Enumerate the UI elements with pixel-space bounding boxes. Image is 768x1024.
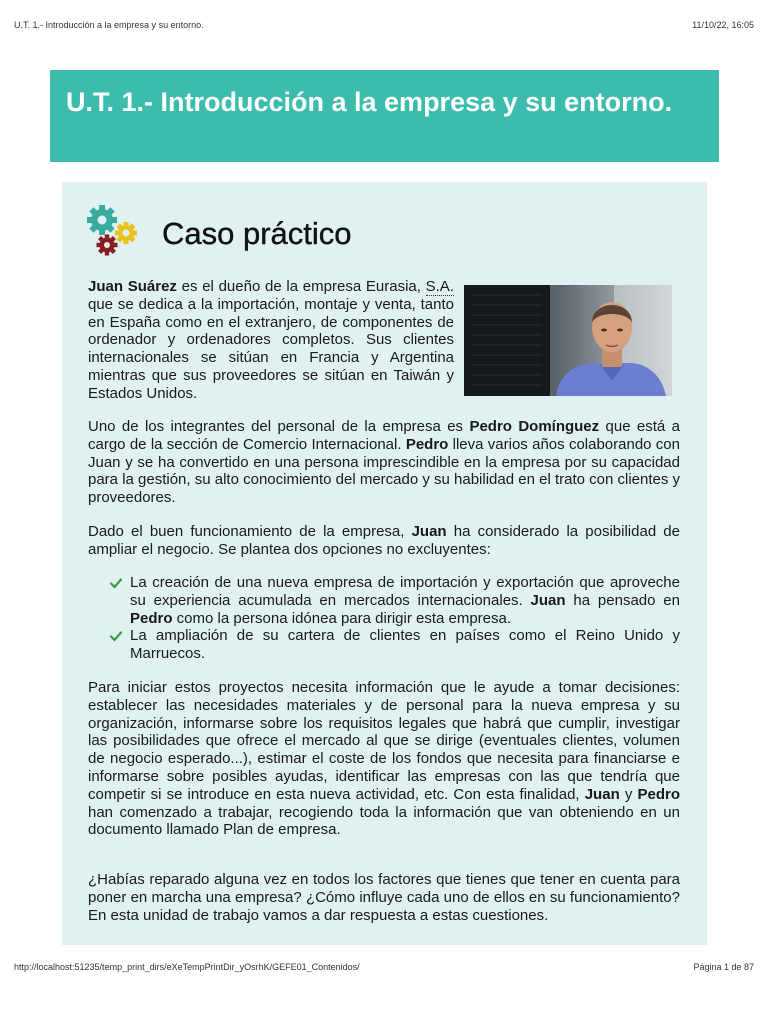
print-header-date: 11/10/22, 16:05: [692, 20, 754, 30]
business-plan-paragraph: Para iniciar estos proyectos necesita información que le ayude a tomar decisiones: establecer las necesidades materiales y de personal para la nueva empresa y su organización, informarse sobre los requisitos legales que habrá que cumplir, investigar las posibilidades que ofrece el mercado al que se dirige (eventuales clientes, volumen de negocio esperado...), estimar el coste de los fondos que necesita para financiarse e informarse sobre posibles ayudas, identificar las empresas con las que tendría que competir si se introduce en esta nueva actividad, etc. Con esta finalidad, Juan y Pedro han comenzado a trabajar, recogiendo toda la información que van obteniendo en un documento llamado Plan de empresa.: [88, 679, 680, 839]
name-juan-suarez: Juan Suárez: [88, 278, 177, 295]
gears-icon: [86, 205, 138, 257]
print-footer-url: http://localhost:51235/temp_print_dirs/eXeTempPrintDir_yOsrhK/GEFE01_Contenidos/: [14, 962, 360, 972]
sa-abbreviation[interactable]: S.A.: [425, 278, 454, 295]
title-banner: [50, 70, 719, 162]
options-list: [110, 574, 680, 663]
case-study-box: [62, 182, 707, 945]
check-icon: [110, 630, 122, 642]
check-icon: [110, 577, 122, 589]
list-item: La ampliación de su cartera de clientes en países como el Reino Unido y Marruecos.: [110, 627, 680, 663]
intro-paragraph: Juan Suárez es el dueño de la empresa Eurasia, S.A. que se dedica a la importación, montaje y venta, tanto en España como en el extranjero, de componentes de ordenador y ordenadores completos. Sus clientes internacionales se sitúan en Francia y Argentina mientras que sus proveedores se sitúan en Taiwán y Estados Unidos.: [88, 278, 454, 402]
print-footer: [14, 962, 754, 972]
pedro-paragraph: Uno de los integrantes del personal de la empresa es Pedro Domínguez que está a cargo de la sección de Comercio Internacional. Pedro lleva varios años colaborando con Juan y se ha convertido en una persona imprescindible en la empresa por su capacidad para la gestión, su alto conocimiento del mercado y su habilidad en el trato con clientes y proveedores.: [88, 418, 681, 507]
case-study-heading: Caso práctico: [162, 216, 352, 251]
print-header: [14, 20, 754, 30]
man-at-computer-photo: [464, 285, 672, 396]
list-item: La creación de una nueva empresa de importación y exportación que aproveche su experiencia acumulada en mercados internacionales. Juan ha pensado en Pedro como la persona idónea para dirigir esta empresa.: [110, 574, 680, 627]
page-title: U.T. 1.- Introducción a la empresa y su entorno.: [66, 87, 673, 117]
print-header-title: U.T. 1.- Introducción a la empresa y su entorno.: [14, 20, 204, 30]
print-footer-page: Página 1 de 87: [693, 962, 754, 972]
closing-questions-paragraph: ¿Habías reparado alguna vez en todos los factores que tienes que tener en cuenta para poner en marcha una empresa? ¿Cómo influye cada uno de ellos en su funcionamiento? En esta unidad de trabajo vamos a dar respuesta a estas cuestiones.: [88, 871, 680, 924]
options-intro-paragraph: Dado el buen funcionamiento de la empresa, Juan ha considerado la posibilidad de ampliar el negocio. Se plantea dos opciones no excluyentes:: [88, 523, 680, 558]
